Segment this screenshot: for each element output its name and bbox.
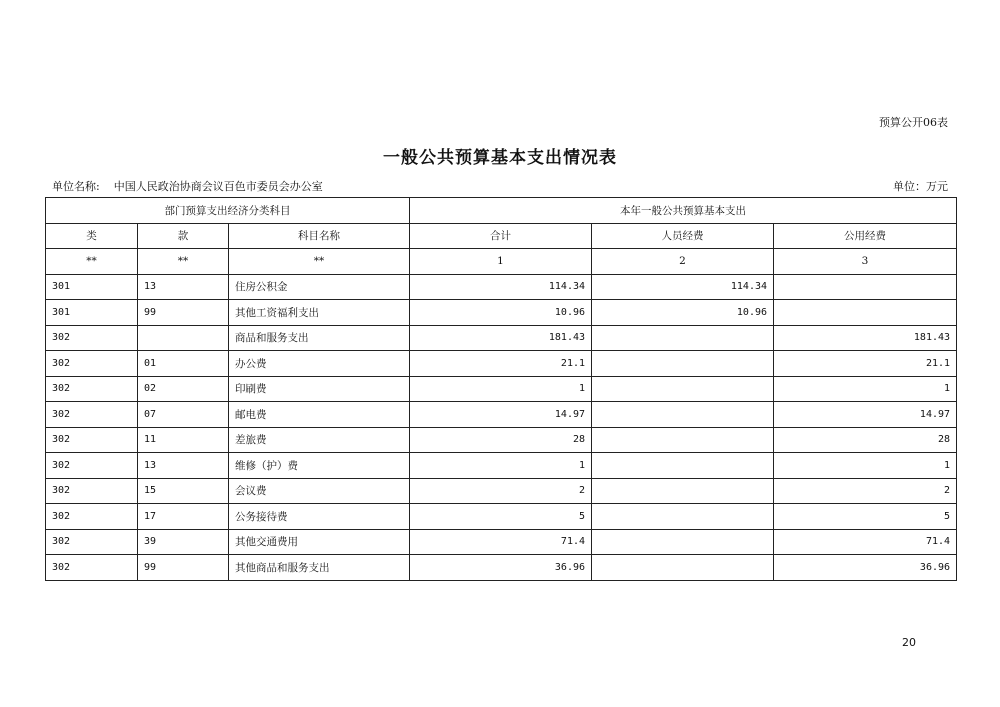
cell-personnel: 114.34 xyxy=(592,274,774,300)
cell-personnel xyxy=(592,402,774,428)
cell-section: 17 xyxy=(138,504,229,530)
cell-subject-name: 其他商品和服务支出 xyxy=(229,555,410,581)
cell-public: 36.96 xyxy=(774,555,957,581)
cell-section: 15 xyxy=(138,478,229,504)
page-number: 20 xyxy=(902,636,916,649)
cell-personnel xyxy=(592,529,774,555)
cell-personnel xyxy=(592,427,774,453)
cell-section: 07 xyxy=(138,402,229,428)
index-cell: 2 xyxy=(592,249,774,275)
cell-subject-name: 维修（护）费 xyxy=(229,453,410,479)
cell-public: 1 xyxy=(774,453,957,479)
cell-total: 21.1 xyxy=(410,351,592,377)
table-row xyxy=(46,478,957,504)
cell-subject-name: 会议费 xyxy=(229,478,410,504)
cell-category: 301 xyxy=(46,274,138,300)
cell-personnel xyxy=(592,555,774,581)
unit-name-value: 中国人民政治协商会议百色市委员会办公室 xyxy=(113,180,323,193)
table-row xyxy=(46,300,957,326)
cell-category: 302 xyxy=(46,478,138,504)
cell-subject-name: 商品和服务支出 xyxy=(229,325,410,351)
cell-subject-name: 办公费 xyxy=(229,351,410,377)
cell-category: 301 xyxy=(46,300,138,326)
table-row xyxy=(46,555,957,581)
cell-subject-name: 住房公积金 xyxy=(229,274,410,300)
form-code: 预算公开06表 xyxy=(879,116,948,129)
cell-total: 10.96 xyxy=(410,300,592,326)
group-header-expenditure: 本年一般公共预算基本支出 xyxy=(410,198,957,224)
cell-subject-name: 印刷费 xyxy=(229,376,410,402)
cell-section: 13 xyxy=(138,274,229,300)
cell-public: 2 xyxy=(774,478,957,504)
cell-category: 302 xyxy=(46,555,138,581)
group-header-row xyxy=(46,198,957,224)
cell-public: 5 xyxy=(774,504,957,530)
cell-public xyxy=(774,300,957,326)
cell-total: 1 xyxy=(410,453,592,479)
cell-public: 71.4 xyxy=(774,529,957,555)
cell-total: 1 xyxy=(410,376,592,402)
index-cell: ** xyxy=(138,249,229,275)
index-cell: 1 xyxy=(410,249,592,275)
cell-section: 99 xyxy=(138,555,229,581)
cell-category: 302 xyxy=(46,427,138,453)
table-row xyxy=(46,325,957,351)
cell-subject-name: 公务接待费 xyxy=(229,504,410,530)
table-row xyxy=(46,376,957,402)
table-row xyxy=(46,351,957,377)
cell-total: 5 xyxy=(410,504,592,530)
cell-total: 28 xyxy=(410,427,592,453)
cell-section: 01 xyxy=(138,351,229,377)
cell-total: 14.97 xyxy=(410,402,592,428)
table-row xyxy=(46,504,957,530)
cell-total: 114.34 xyxy=(410,274,592,300)
header-subject-name: 科目名称 xyxy=(229,223,410,249)
table-row xyxy=(46,402,957,428)
header-section: 款 xyxy=(138,223,229,249)
column-header-row xyxy=(46,223,957,249)
cell-public xyxy=(774,274,957,300)
cell-personnel xyxy=(592,453,774,479)
index-cell: ** xyxy=(46,249,138,275)
cell-section: 99 xyxy=(138,300,229,326)
cell-section: 11 xyxy=(138,427,229,453)
cell-personnel: 10.96 xyxy=(592,300,774,326)
cell-total: 71.4 xyxy=(410,529,592,555)
cell-personnel xyxy=(592,376,774,402)
cell-total: 36.96 xyxy=(410,555,592,581)
unit-name-line xyxy=(52,178,337,194)
cell-section xyxy=(138,325,229,351)
cell-personnel xyxy=(592,478,774,504)
cell-category: 302 xyxy=(46,453,138,479)
index-cell: 3 xyxy=(774,249,957,275)
table-row xyxy=(46,274,957,300)
cell-category: 302 xyxy=(46,376,138,402)
cell-personnel xyxy=(592,504,774,530)
cell-subject-name: 差旅费 xyxy=(229,427,410,453)
index-cell: ** xyxy=(229,249,410,275)
cell-section: 02 xyxy=(138,376,229,402)
budget-table xyxy=(45,197,957,581)
cell-public: 21.1 xyxy=(774,351,957,377)
cell-category: 302 xyxy=(46,325,138,351)
cell-category: 302 xyxy=(46,504,138,530)
cell-public: 28 xyxy=(774,427,957,453)
cell-personnel xyxy=(592,351,774,377)
cell-public: 14.97 xyxy=(774,402,957,428)
cell-subject-name: 邮电费 xyxy=(229,402,410,428)
unit-name-label: 单位名称: xyxy=(52,180,100,193)
cell-section: 13 xyxy=(138,453,229,479)
cell-subject-name: 其他交通费用 xyxy=(229,529,410,555)
table-row xyxy=(46,453,957,479)
cell-public: 1 xyxy=(774,376,957,402)
group-header-classification: 部门预算支出经济分类科目 xyxy=(46,198,410,224)
header-category: 类 xyxy=(46,223,138,249)
cell-personnel xyxy=(592,325,774,351)
header-public: 公用经费 xyxy=(774,223,957,249)
cell-section: 39 xyxy=(138,529,229,555)
cell-category: 302 xyxy=(46,351,138,377)
header-personnel: 人员经费 xyxy=(592,223,774,249)
cell-category: 302 xyxy=(46,402,138,428)
budget-table-body xyxy=(46,198,957,581)
page-title: 一般公共预算基本支出情况表 xyxy=(383,148,617,168)
header-total: 合计 xyxy=(410,223,592,249)
table-row xyxy=(46,529,957,555)
cell-total: 181.43 xyxy=(410,325,592,351)
currency-unit: 单位：万元 xyxy=(893,180,948,193)
table-row xyxy=(46,427,957,453)
cell-public: 181.43 xyxy=(774,325,957,351)
index-row xyxy=(46,249,957,275)
cell-category: 302 xyxy=(46,529,138,555)
cell-subject-name: 其他工资福利支出 xyxy=(229,300,410,326)
cell-total: 2 xyxy=(410,478,592,504)
